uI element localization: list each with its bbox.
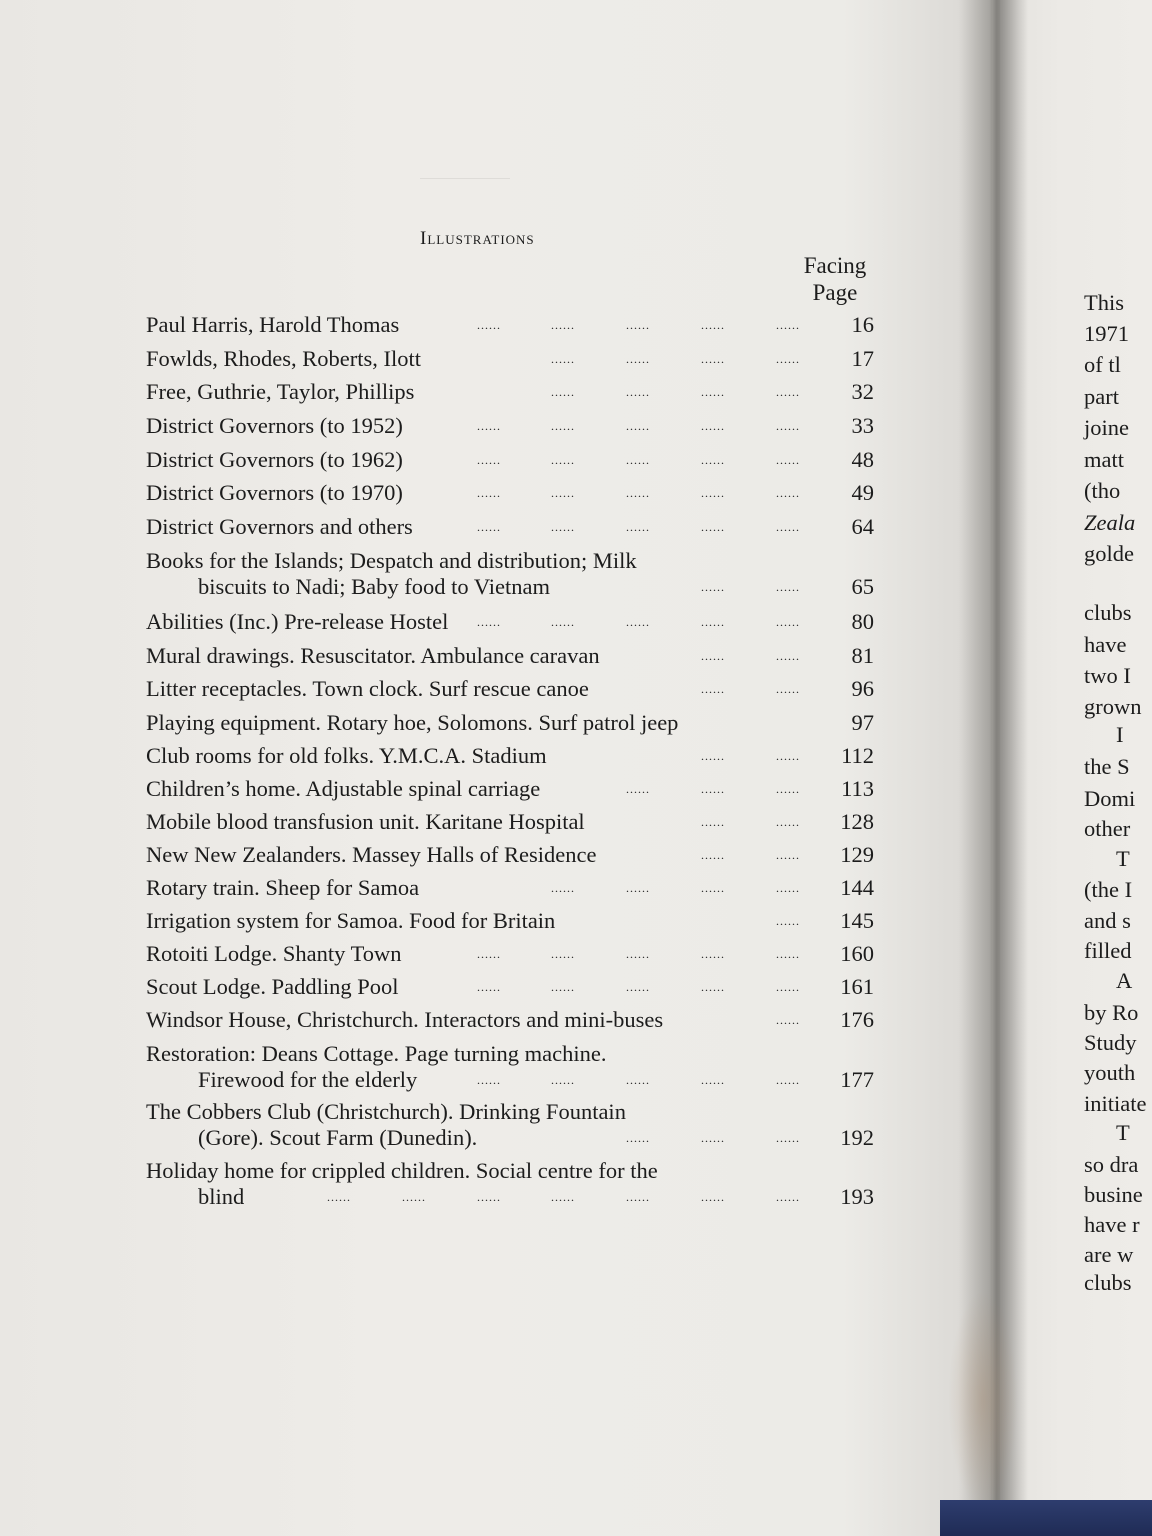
- entry-page-number: 48: [851, 447, 874, 472]
- right-page-line: other: [1084, 816, 1131, 841]
- right-page-line: This: [1084, 290, 1125, 315]
- entry-title-line: Paul Harris, Harold Thomas: [146, 312, 400, 337]
- book-cover-edge: [940, 1500, 1152, 1536]
- entry-page-number: 129: [840, 842, 874, 867]
- entry-page-number: 193: [840, 1184, 874, 1209]
- entry-title-line: Fowlds, Rhodes, Roberts, Ilott: [146, 346, 422, 371]
- dot-leaders: ...... ......: [701, 580, 800, 594]
- entry-title-line: New New Zealanders. Massey Halls of Residence: [146, 842, 597, 867]
- entry-title-line: Windsor House, Christchurch. Interactors and mini-buses: [146, 1007, 664, 1032]
- dot-leaders: ...... ...... ...... ...... ......: [477, 520, 800, 534]
- right-page-line: have r: [1084, 1212, 1140, 1237]
- dot-leaders: ...... ...... ...... ...... ......: [477, 453, 800, 467]
- right-page-line: clubs: [1084, 600, 1132, 625]
- right-page-line: grown: [1084, 694, 1142, 719]
- right-page-line: T: [1116, 1120, 1130, 1145]
- facing-page-header-line: Page: [812, 280, 858, 305]
- entry-title-line: District Governors (to 1962): [146, 447, 403, 472]
- dot-leaders: ...... ...... ......: [626, 1131, 800, 1145]
- dot-leaders: ...... ...... ...... ...... ......: [477, 486, 800, 500]
- right-page-line: so dra: [1084, 1152, 1139, 1177]
- dot-leaders: ...... ......: [701, 815, 800, 829]
- entry-page-number: 65: [851, 574, 874, 599]
- right-page-line: I: [1116, 722, 1124, 747]
- entry-title-line: Rotoiti Lodge. Shanty Town: [146, 941, 402, 966]
- right-page-line: busine: [1084, 1182, 1143, 1207]
- right-page-line: 1971: [1084, 321, 1129, 346]
- right-page-line: Domi: [1084, 786, 1136, 811]
- entry-title-line: Mobile blood transfusion unit. Karitane Hospital: [146, 809, 585, 834]
- dot-leaders: ...... ...... ...... ...... ......: [477, 419, 800, 433]
- entry-title-line: District Governors and others: [146, 514, 413, 539]
- entry-title-line: Playing equipment. Rotary hoe, Solomons. Surf patrol jeep: [146, 710, 679, 735]
- entry-title-line: District Governors (to 1952): [146, 413, 403, 438]
- entry-page-number: 80: [851, 609, 874, 634]
- entry-page-number: 192: [840, 1125, 874, 1150]
- entry-title-line: District Governors (to 1970): [146, 480, 403, 505]
- entry-title-line: Mural drawings. Resuscitator. Ambulance caravan: [146, 643, 600, 668]
- entry-title-line: Books for the Islands; Despatch and distribution; Milk: [146, 548, 637, 573]
- right-page-line: (tho: [1084, 478, 1121, 503]
- dot-leaders: [146, 710, 800, 736]
- dot-leaders: ...... ...... ...... ...... ......: [477, 615, 800, 629]
- right-page-line: golde: [1084, 541, 1134, 566]
- right-page-line: and s: [1084, 908, 1131, 933]
- dot-leaders: ......: [776, 1013, 800, 1027]
- entry-title-line: Irrigation system for Samoa. Food for Britain: [146, 908, 556, 933]
- right-page-line: (the I: [1084, 877, 1133, 902]
- entry-page-number: 16: [851, 312, 874, 337]
- facing-page-header: [780, 252, 890, 306]
- entry-title-line: Holiday home for crippled children. Social centre for the: [146, 1158, 658, 1183]
- entry-page-number: 145: [840, 908, 874, 933]
- right-page-line: of tl: [1084, 352, 1121, 377]
- right-page-line: initiate: [1084, 1091, 1147, 1116]
- entry-title-continuation: blind: [198, 1184, 245, 1209]
- entry-title-continuation: biscuits to Nadi; Baby food to Vietnam: [198, 574, 550, 599]
- right-page-line: two I: [1084, 663, 1131, 688]
- dot-leaders: ...... ......: [701, 682, 800, 696]
- dot-leaders: ...... ...... ...... ...... ......: [477, 980, 800, 994]
- entry-title-line: The Cobbers Club (Christchurch). Drinking Fountain: [146, 1099, 626, 1124]
- entry-page-number: 113: [841, 776, 874, 801]
- entry-page-number: 32: [851, 379, 874, 404]
- entry-title-line: Scout Lodge. Paddling Pool: [146, 974, 399, 999]
- dot-leaders: ...... ...... ...... ...... ......: [477, 1073, 800, 1087]
- dot-leaders: ...... ...... ......: [626, 782, 800, 796]
- dot-leaders: ...... ...... ...... ......: [551, 881, 800, 895]
- entry-title-line: Abilities (Inc.) Pre-release Hostel: [146, 609, 449, 634]
- right-page-line: part: [1084, 384, 1119, 409]
- dot-leaders: ...... ......: [701, 848, 800, 862]
- right-page-line: A: [1116, 968, 1133, 993]
- entry-title-continuation: (Gore). Scout Farm (Dunedin).: [198, 1125, 478, 1150]
- right-page-line: the S: [1084, 754, 1130, 779]
- dot-leaders: ...... ......: [701, 649, 800, 663]
- entry-page-number: 176: [840, 1007, 874, 1032]
- entry-title-line: Free, Guthrie, Taylor, Phillips: [146, 379, 415, 404]
- entry-page-number: 144: [840, 875, 874, 900]
- entry-page-number: 177: [840, 1067, 874, 1092]
- entry-page-number: 33: [851, 413, 874, 438]
- right-page-line: clubs: [1084, 1270, 1132, 1295]
- right-page-line: Zeala: [1084, 510, 1136, 535]
- right-page-line: youth: [1084, 1060, 1136, 1085]
- right-page-line: by Ro: [1084, 1000, 1139, 1025]
- page-heading: Illustrations: [420, 228, 535, 249]
- dot-leaders: ...... ......: [701, 749, 800, 763]
- right-page-line: matt: [1084, 447, 1124, 472]
- right-page-line: are w: [1084, 1242, 1134, 1267]
- right-page-line: T: [1116, 846, 1130, 871]
- entry-page-number: 81: [851, 643, 874, 668]
- facing-page-header-line: Facing: [803, 253, 867, 278]
- entry-page-number: 96: [851, 676, 874, 701]
- entry-title-line: Club rooms for old folks. Y.M.C.A. Stadium: [146, 743, 547, 768]
- entry-page-number: 64: [851, 514, 874, 539]
- entry-page-number: 161: [840, 974, 874, 999]
- dot-leaders: ...... ...... ...... ...... ......: [477, 318, 800, 332]
- entry-title-line: Restoration: Deans Cottage. Page turning machine.: [146, 1041, 607, 1066]
- right-page-line: have: [1084, 632, 1127, 657]
- entry-title-line: Children’s home. Adjustable spinal carriage: [146, 776, 541, 801]
- right-page-line: Study: [1084, 1030, 1137, 1055]
- entry-title-continuation: Firewood for the elderly: [198, 1067, 418, 1092]
- entry-page-number: 112: [841, 743, 874, 768]
- entry-page-number: 49: [851, 480, 874, 505]
- dot-leaders: ...... ...... ...... ...... ...... ...... ......: [327, 1190, 800, 1204]
- entry-title-line: Litter receptacles. Town clock. Surf rescue canoe: [146, 676, 589, 701]
- entry-page-number: 17: [851, 346, 874, 371]
- dot-leaders: ...... ...... ...... ......: [551, 385, 800, 399]
- entry-title-line: Rotary train. Sheep for Samoa: [146, 875, 420, 900]
- entry-page-number: 128: [840, 809, 874, 834]
- right-page-line: joine: [1084, 415, 1129, 440]
- paper-stain: [948, 1290, 1018, 1510]
- entry-page-number: 97: [851, 710, 874, 735]
- dot-leaders: ......: [776, 914, 800, 928]
- entry-page-number: 160: [840, 941, 874, 966]
- right-page-line: filled: [1084, 938, 1132, 963]
- dot-leaders: ...... ...... ...... ...... ......: [477, 947, 800, 961]
- dot-leaders: ...... ...... ...... ......: [551, 352, 800, 366]
